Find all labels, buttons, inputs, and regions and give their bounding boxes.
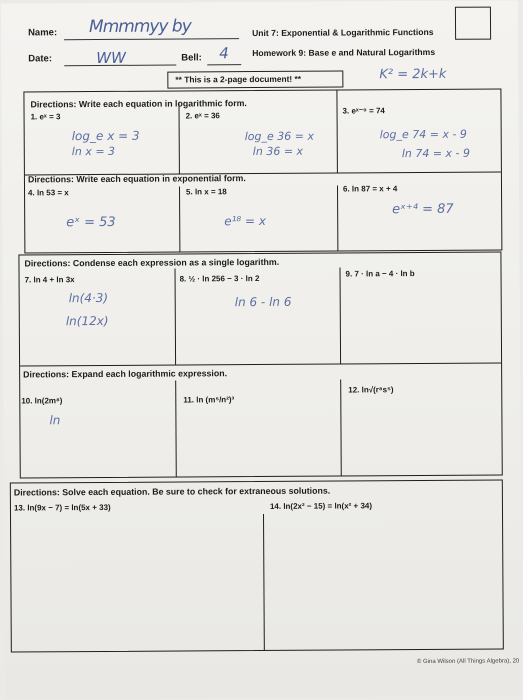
grid-divider (20, 363, 501, 367)
bell-label: Bell: (181, 52, 202, 64)
grid-divider (337, 186, 338, 252)
p10-work: ln (49, 413, 61, 428)
problem-1: 1. eˣ = 3 (30, 112, 61, 122)
problem-4: 4. ln 53 = x (28, 188, 69, 198)
section-3-directions: Directions: Condense each expression as a single logarithm. (24, 256, 280, 269)
bell-scribble: 4 (219, 44, 229, 63)
top-note: K² = 2k+k (379, 66, 447, 83)
name-scribble: Mmmmyy by (88, 16, 191, 38)
copyright-footer: © Gina Wilson (All Things Algebra), 20 (416, 658, 520, 666)
p3-work-line1: log_e 74 = x - 9 (379, 127, 467, 142)
grid-divider (340, 380, 342, 477)
p2-work-line2: ln 36 = x (252, 144, 304, 159)
p1-work-line2: ln x = 3 (71, 144, 116, 159)
p5-work: e¹⁸ = x (224, 213, 267, 229)
section-grid-2 (18, 252, 502, 479)
problem-3: 3. eˣ⁻⁹ = 74 (342, 106, 385, 116)
worksheet-page (1, 0, 522, 699)
notice-text: ** This is a 2-page document! ** (175, 73, 302, 85)
grid-divider (179, 186, 180, 252)
problem-14: 14. ln(2x² − 15) = ln(x² + 34) (269, 501, 373, 511)
section-5-directions: Directions: Solve each equation. Be sure to check for extraneous solutions. (13, 485, 331, 498)
grid-divider (336, 91, 338, 173)
unit-title: Unit 7: Exponential & Logarithmic Functions (252, 26, 434, 39)
problem-7: 7. ln 4 + ln 3x (24, 275, 75, 285)
problem-6: 6. ln 87 = x + 4 (342, 184, 398, 194)
p7-work-line2: ln(12x) (65, 313, 109, 329)
grid-divider (263, 514, 265, 651)
grid-divider (339, 268, 341, 364)
section-1-directions: Directions: Write each equation in logarithmic form. (30, 98, 247, 110)
p7-work-line1: ln(4·3) (68, 290, 109, 306)
p6-work: eˣ⁺⁴ = 87 (392, 201, 454, 218)
p8-work: ln 6 - ln 6 (234, 294, 292, 310)
name-label: Name: (28, 27, 58, 39)
section-2-directions: Directions: Write each equation in exponential form. (27, 173, 246, 185)
problem-10: 10. ln(2m⁸) (21, 396, 63, 406)
grid-divider (175, 381, 177, 478)
problem-12: 12. ln√(r⁸s⁵) (348, 385, 394, 395)
date-label: Date: (28, 53, 53, 65)
section-4-directions: Directions: Expand each logarithmic expression. (23, 368, 228, 380)
problem-5: 5. ln x = 18 (186, 187, 227, 197)
score-box (455, 7, 491, 40)
p2-work-line1: log_e 36 = x (244, 129, 314, 144)
bell-underline (207, 64, 241, 65)
date-scribble: WW (96, 48, 126, 68)
problem-9: 9. 7 · ln a − 4 · ln b (345, 269, 415, 279)
p4-work: eˣ = 53 (66, 214, 116, 231)
name-underline (64, 38, 239, 40)
problem-13: 13. ln(9x − 7) = ln(5x + 33) (13, 502, 111, 513)
grid-divider (178, 103, 179, 173)
problem-8: 8. ½ · ln 256 − 3 · ln 2 (179, 274, 260, 284)
p3-work-line2: ln 74 = x - 9 (401, 146, 471, 161)
homework-title: Homework 9: Base e and Natural Logarithms (252, 46, 436, 59)
p1-work-line1: log_e x = 3 (71, 128, 140, 144)
problem-2: 2. eˣ = 36 (185, 111, 220, 121)
grid-divider (175, 269, 177, 365)
problem-11: 11. ln (m⁵/n²)³ (183, 395, 235, 405)
